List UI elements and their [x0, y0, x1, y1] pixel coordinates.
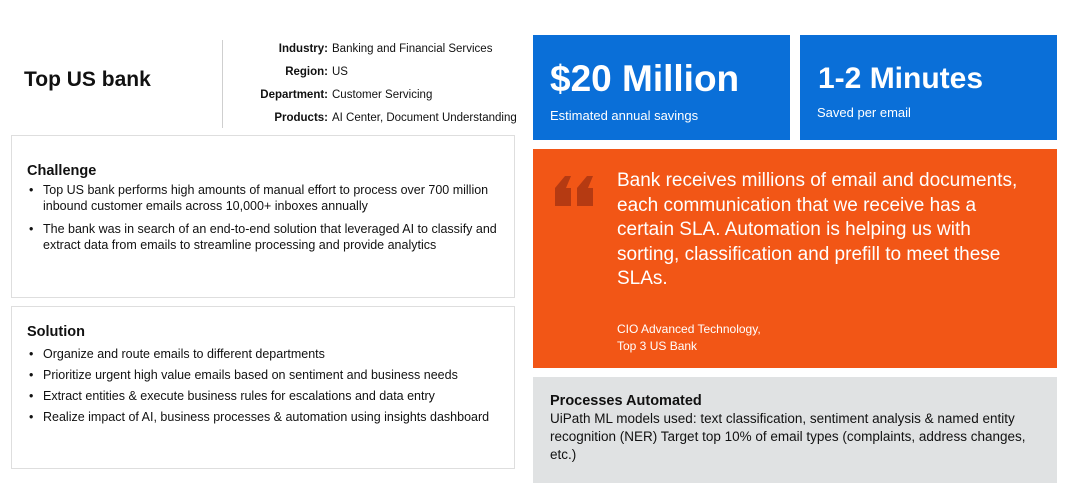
stat-time [800, 35, 1057, 140]
list-item: • Prioritize urgent high value emails based on sentiment and business needs [27, 367, 504, 383]
company-title: Top US bank [24, 68, 151, 91]
stat-value: 1-2 Minutes [818, 62, 984, 95]
challenge-list [27, 182, 504, 260]
stat-label: Estimated annual savings [550, 108, 699, 123]
quote-attribution [617, 321, 761, 355]
meta-value: Customer Servicing [332, 89, 433, 101]
meta-value: AI Center, Document Understanding [332, 112, 517, 124]
solution-box [11, 306, 515, 469]
stat-label: Saved per email [817, 105, 911, 120]
solution-list [27, 346, 504, 430]
quote-text: Bank receives millions of email and documents, each communication that we receive has a certain SLA. Automation is helping us with sorting, classification and prefill to meet these SLAs. [617, 170, 1018, 289]
list-item: • Organize and route emails to different departments [27, 346, 504, 362]
meta-key: Industry: [278, 43, 328, 55]
list-item: • Extract entities & execute business rules for escalations and data entry [27, 388, 504, 404]
meta-key: Region: [285, 66, 328, 78]
meta-key: Products: [274, 112, 328, 124]
stat-savings [533, 35, 790, 140]
challenge-title: Challenge [27, 163, 97, 179]
header-divider [222, 40, 223, 128]
quote-panel [533, 149, 1057, 368]
processes-text: UiPath ML models used: text classification, sentiment analysis & named entity recognition (NER) Target top 10% of email types (complaints, address changes, etc.) [550, 411, 1026, 462]
stat-value: $20 Million [550, 58, 740, 99]
attribution-line: Top 3 US Bank [617, 339, 698, 353]
list-item: • Top US bank performs high amounts of manual effort to process over 700 million inbound customer emails across 10,000+ inboxes annually [27, 182, 504, 214]
attribution-line: CIO Advanced Technology, [617, 322, 761, 336]
quote-icon [553, 174, 597, 208]
meta-key: Department: [260, 89, 328, 101]
list-item: • The bank was in search of an end-to-end solution that leveraged AI to classify and extract data from emails to streamline processing and provide analytics [27, 221, 504, 253]
challenge-box [11, 135, 515, 298]
meta-value: US [332, 66, 348, 78]
processes-panel [533, 377, 1057, 483]
meta-value: Banking and Financial Services [332, 43, 493, 55]
list-item: • Realize impact of AI, business processes & automation using insights dashboard [27, 409, 504, 425]
processes-title: Processes Automated [550, 393, 702, 409]
solution-title: Solution [27, 324, 85, 340]
